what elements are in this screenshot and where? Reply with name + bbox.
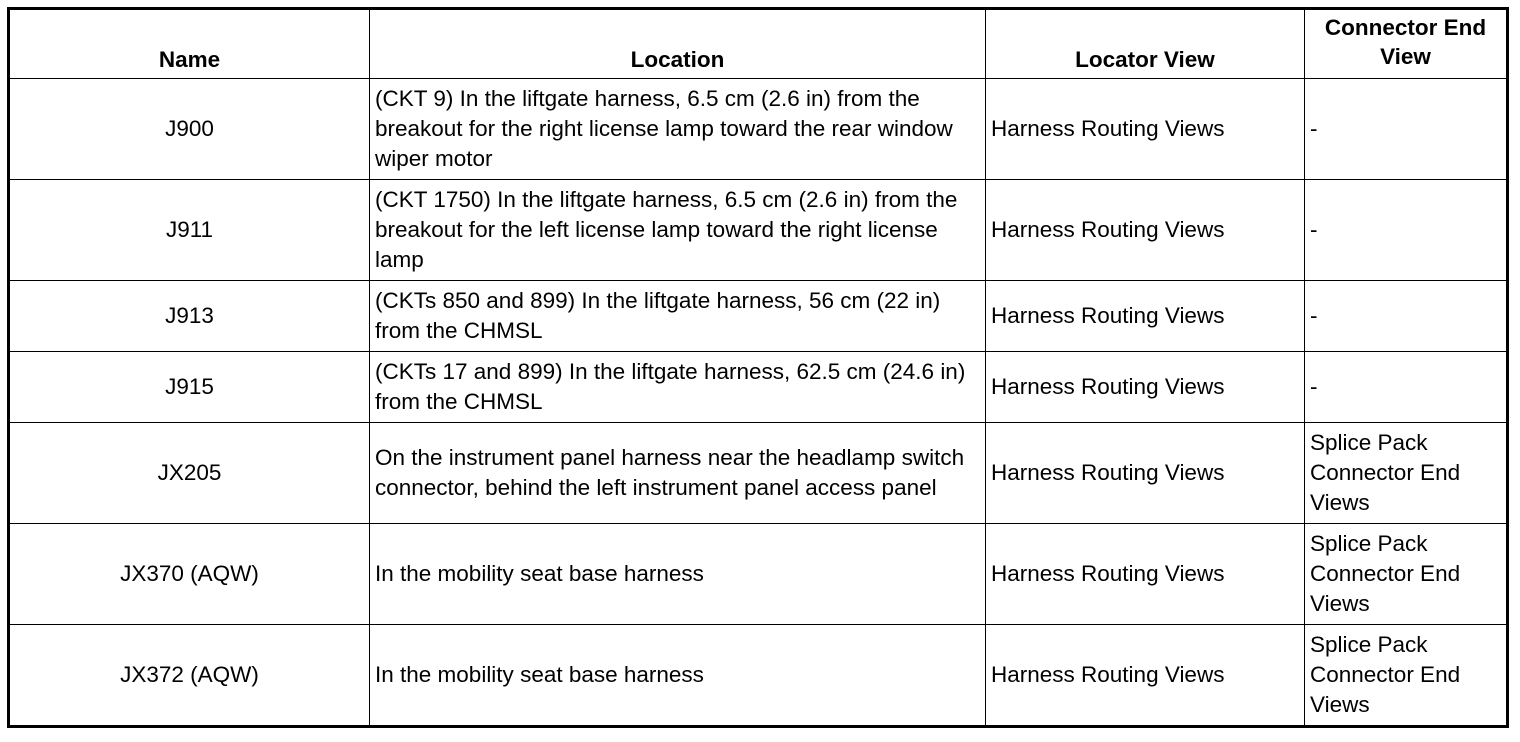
table-row <box>9 524 1508 625</box>
cell-connector-end-view: Splice Pack Connector End Views <box>1305 625 1508 727</box>
cell-location: (CKTs 17 and 899) In the liftgate harness, 62.5 cm (24.6 in) from the CHMSL <box>370 352 986 423</box>
table-row <box>9 423 1508 524</box>
cell-locator-view: Harness Routing Views <box>986 524 1305 625</box>
table-row <box>9 79 1508 180</box>
cell-locator-view: Harness Routing Views <box>986 423 1305 524</box>
table-row <box>9 180 1508 281</box>
cell-name: J915 <box>9 352 370 423</box>
cell-connector-end-view: - <box>1305 180 1508 281</box>
cell-locator-view: Harness Routing Views <box>986 625 1305 727</box>
cell-location: On the instrument panel harness near the headlamp switch connector, behind the left instrument panel access panel <box>370 423 986 524</box>
cell-location: In the mobility seat base harness <box>370 625 986 727</box>
header-location: Location <box>370 9 986 79</box>
cell-connector-end-view: Splice Pack Connector End Views <box>1305 524 1508 625</box>
cell-location: (CKT 9) In the liftgate harness, 6.5 cm (2.6 in) from the breakout for the right license lamp toward the rear window wiper motor <box>370 79 986 180</box>
cell-location: In the mobility seat base harness <box>370 524 986 625</box>
cell-locator-view: Harness Routing Views <box>986 281 1305 352</box>
cell-connector-end-view: - <box>1305 352 1508 423</box>
table-row <box>9 281 1508 352</box>
header-name: Name <box>9 9 370 79</box>
cell-locator-view: Harness Routing Views <box>986 180 1305 281</box>
cell-location: (CKTs 850 and 899) In the liftgate harness, 56 cm (22 in) from the CHMSL <box>370 281 986 352</box>
header-row <box>9 9 1508 79</box>
header-connector-end-view: Connector End View <box>1305 9 1508 79</box>
cell-connector-end-view: - <box>1305 281 1508 352</box>
cell-name: JX372 (AQW) <box>9 625 370 727</box>
header-locator-view: Locator View <box>986 9 1305 79</box>
cell-name: JX370 (AQW) <box>9 524 370 625</box>
cell-name: JX205 <box>9 423 370 524</box>
cell-name: J913 <box>9 281 370 352</box>
table-row <box>9 625 1508 727</box>
cell-connector-end-view: - <box>1305 79 1508 180</box>
cell-locator-view: Harness Routing Views <box>986 79 1305 180</box>
connector-location-table <box>7 7 1509 728</box>
cell-name: J900 <box>9 79 370 180</box>
table-row <box>9 352 1508 423</box>
cell-connector-end-view: Splice Pack Connector End Views <box>1305 423 1508 524</box>
cell-location: (CKT 1750) In the liftgate harness, 6.5 cm (2.6 in) from the breakout for the left license lamp toward the right license lamp <box>370 180 986 281</box>
cell-locator-view: Harness Routing Views <box>986 352 1305 423</box>
cell-name: J911 <box>9 180 370 281</box>
